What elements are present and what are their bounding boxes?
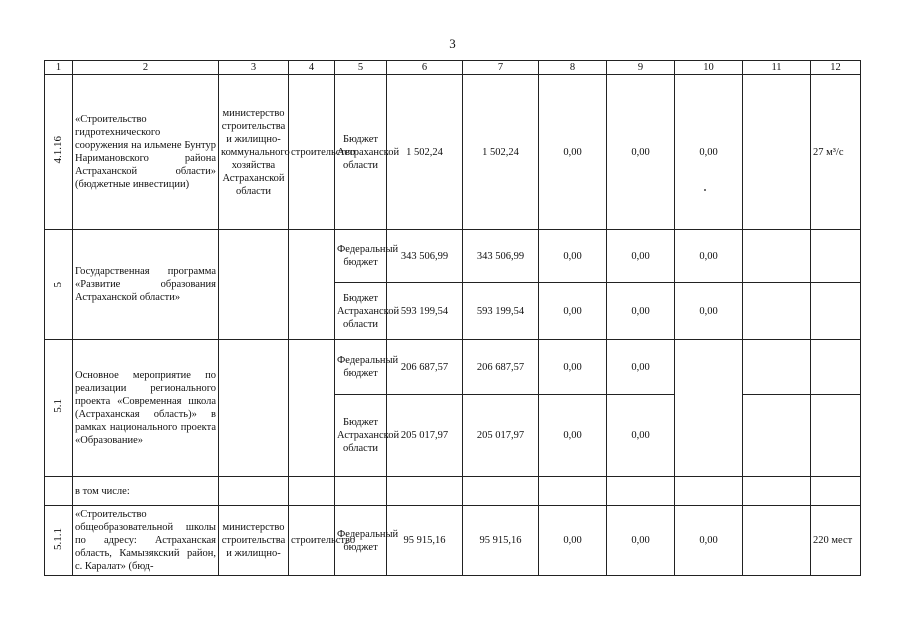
table-row [45,506,861,576]
table-row [45,477,861,506]
row-col11 [743,506,811,576]
row-col9 [607,477,675,506]
row-col9: 0,00 [607,506,675,576]
row-col12: 27 м³/с [811,75,861,230]
row-col9: 0,00 [607,340,675,395]
row-code: 5.1 [52,399,64,413]
row-executor [219,340,289,477]
header-cell: 11 [743,61,811,75]
row-name: «Строительство общеобразовательной школы по адресу: Астраханская область, Камызякский район, с. Каралат» (бюд- [73,506,219,576]
row-col7: 206 687,57 [463,340,539,395]
row-col7 [463,477,539,506]
row-col8: 0,00 [539,340,607,395]
header-cell: 9 [607,61,675,75]
row-type [289,340,335,477]
row-name: «Строительство гидротехнического сооружения на ильмене Бунтур Наримановского района Астраханской области» (бюджетные инвестиции) [73,75,219,230]
row-col7: 343 506,99 [463,230,539,283]
row-col8 [539,477,607,506]
row-col6: 343 506,99 [387,230,463,283]
row-col12 [811,395,861,477]
row-executor: министерство строительства и жилищно- [219,506,289,576]
header-cell: 12 [811,61,861,75]
row-col9: 0,00 [607,75,675,230]
header-cell: 5 [335,61,387,75]
row-col6: 95 915,16 [387,506,463,576]
row-source: Бюджет Астраханской области [335,283,387,340]
table-row [45,230,861,283]
header-cell: 10 [675,61,743,75]
row-col12 [811,230,861,283]
row-col9: 0,00 [607,395,675,477]
row-col11 [743,340,811,395]
header-cell: 4 [289,61,335,75]
row-col8: 0,00 [539,75,607,230]
row-col8: 0,00 [539,283,607,340]
header-cell: 3 [219,61,289,75]
row-col6: 205 017,97 [387,395,463,477]
header-cell: 7 [463,61,539,75]
row-executor [219,230,289,340]
row-code-cell [45,75,73,230]
row-col9: 0,00 [607,230,675,283]
row-col9: 0,00 [607,283,675,340]
row-col11 [743,230,811,283]
including-label: в том числе: [73,477,219,506]
row-code-cell [45,230,73,340]
header-cell: 6 [387,61,463,75]
row-col7: 593 199,54 [463,283,539,340]
row-col11 [743,283,811,340]
row-name: Государственная программа «Развитие образования Астраханской области» [73,230,219,340]
row-col10-blank [675,340,743,477]
row-type [289,477,335,506]
row-col8: 0,00 [539,395,607,477]
row-code-cell [45,506,73,576]
row-col10: 0,00 [675,230,743,283]
header-cell: 1 [45,61,73,75]
row-source: Бюджет Астраханской области [335,395,387,477]
row-col10 [675,477,743,506]
row-type: строительство [289,506,335,576]
row-col12: 220 мест [811,506,861,576]
row-code: 4.1.16 [52,136,64,164]
row-col10: 0,00 [675,506,743,576]
row-col6 [387,477,463,506]
row-executor [219,477,289,506]
row-col8: 0,00 [539,230,607,283]
table-row [45,340,861,395]
row-col10: 0,00 [675,283,743,340]
row-col6: 206 687,57 [387,340,463,395]
row-code-cell [45,340,73,477]
row-type: строительство [289,75,335,230]
row-col10: 0,00 [675,75,743,230]
row-col11 [743,395,811,477]
row-col12 [811,283,861,340]
header-cell: 2 [73,61,219,75]
table-row [45,75,861,230]
row-col7: 205 017,97 [463,395,539,477]
row-executor: министерство строительства и жилищно-коммунального хозяйства Астраханской области [219,75,289,230]
row-name: Основное мероприятие по реализации регионального проекта «Современная школа (Астраханская область)» в рамках национального проекта «Образование» [73,340,219,477]
row-col12 [811,340,861,395]
budget-table [44,60,861,576]
row-source: Федеральный бюджет [335,230,387,283]
row-source: Федеральный бюджет [335,506,387,576]
header-cell: 8 [539,61,607,75]
row-source: Федеральный бюджет [335,340,387,395]
row-source: Бюджет Астраханской области [335,75,387,230]
row-col7: 95 915,16 [463,506,539,576]
row-source [335,477,387,506]
row-code: 5.1.1 [52,527,64,550]
page-number: 3 [449,36,456,51]
row-col11 [743,75,811,230]
header-row [45,61,861,75]
row-type [289,230,335,340]
row-code: 5 [52,281,64,287]
row-col12 [811,477,861,506]
row-col6: 1 502,24 [387,75,463,230]
row-code-cell [45,477,73,506]
scan-speck [704,189,706,191]
row-col6: 593 199,54 [387,283,463,340]
row-col8: 0,00 [539,506,607,576]
row-col7: 1 502,24 [463,75,539,230]
row-col11 [743,477,811,506]
